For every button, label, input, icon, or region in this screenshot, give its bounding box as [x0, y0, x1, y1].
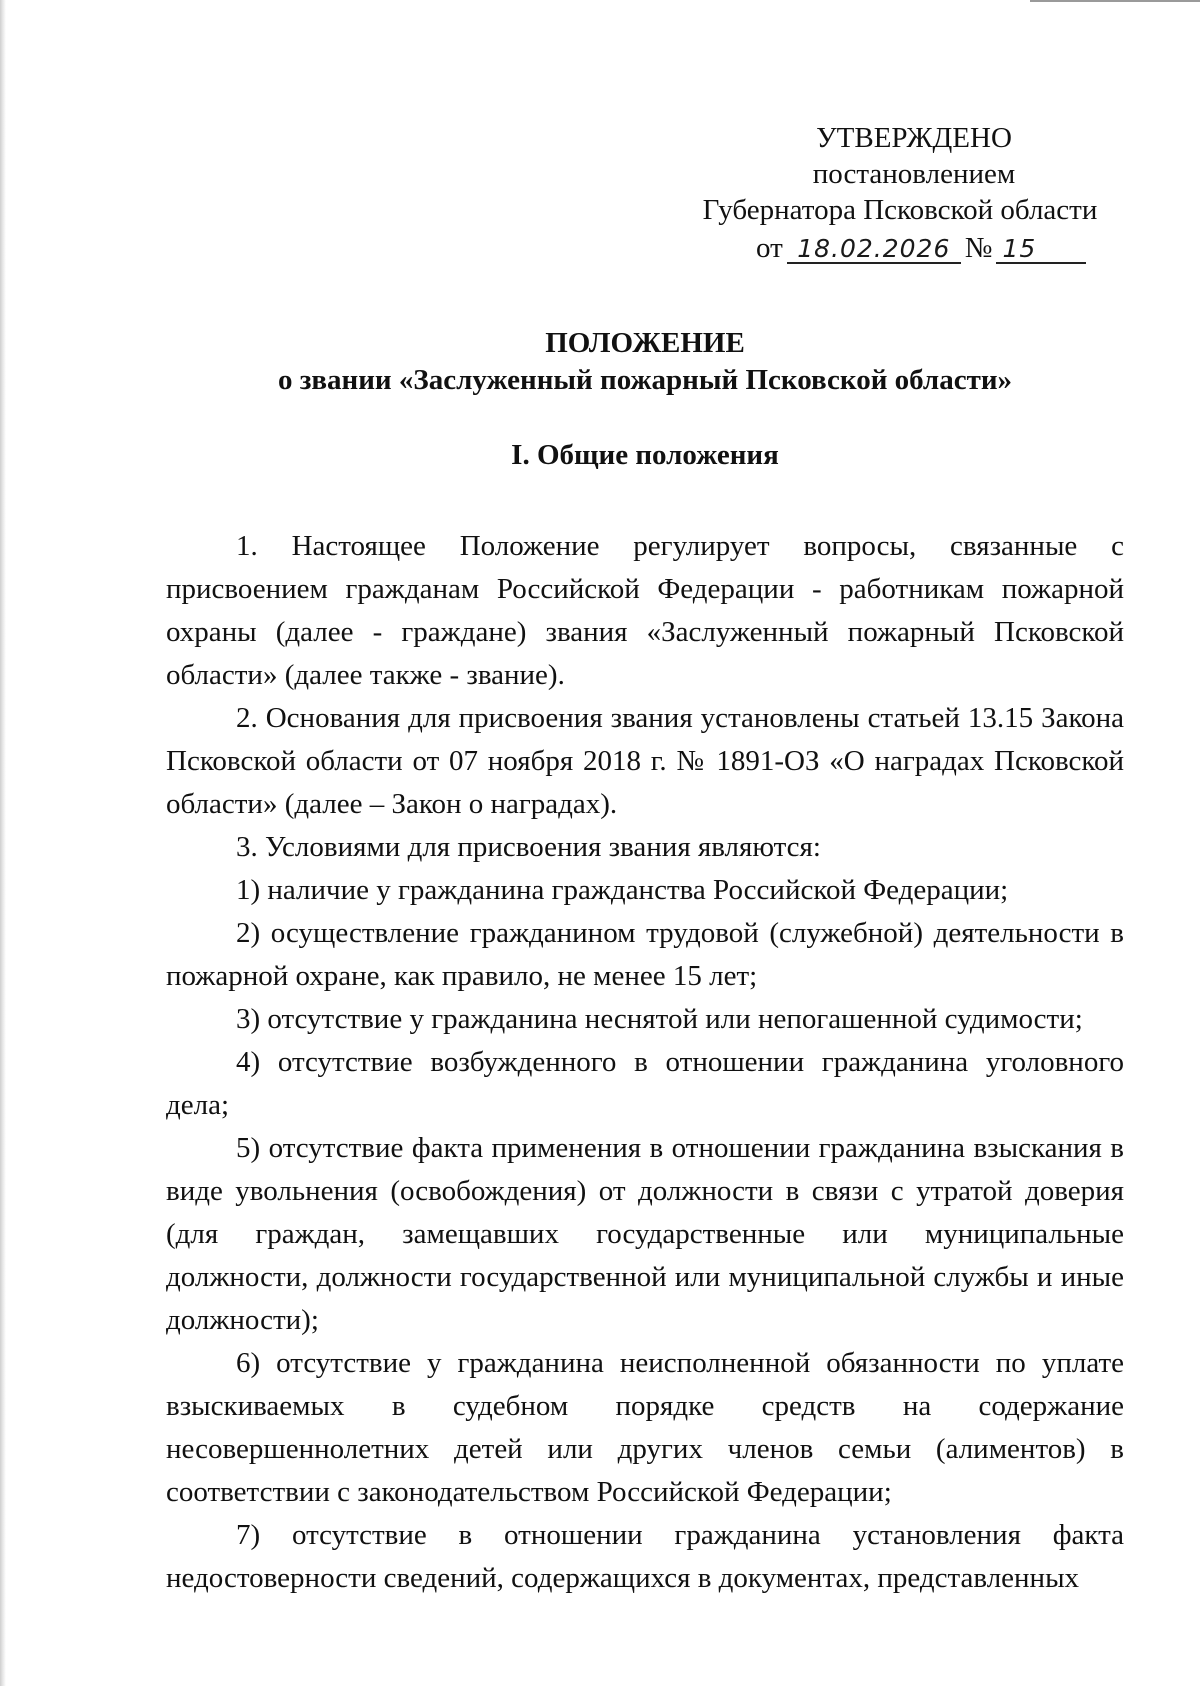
scan-edge-left — [0, 0, 6, 1686]
document-subtitle: о звании «Заслуженный пожарный Псковской области» — [277, 364, 1013, 396]
condition-2: 2) осуществление гражданином трудовой (служебной) деятельности в пожарной охране, как правило, не менее 15 лет; — [166, 917, 1124, 992]
document-body — [166, 525, 1124, 1600]
section-heading: I. Общие положения — [511, 439, 779, 471]
condition-4: 4) отсутствие возбужденного в отношении гражданина уголовного дела; — [166, 1046, 1124, 1121]
approval-line-governor: Губернатора Псковской области — [702, 194, 1098, 226]
condition-7: 7) отсутствие в отношении гражданина установления факта недостоверности сведений, содержащихся в документах, представленных — [166, 1519, 1124, 1594]
approval-line-resolution: постановлением — [812, 158, 1016, 190]
handwritten-date: 18.02.2026 — [787, 236, 961, 264]
date-prefix: от — [756, 232, 783, 264]
paragraph-2: 2. Основания для присвоения звания установлены статьей 13.15 Закона Псковской области от 07 ноября 2018 г. № 1891-ОЗ «О наградах Псковской области» (далее – Закон о наградах). — [166, 702, 1124, 820]
document-title: ПОЛОЖЕНИЕ — [545, 327, 745, 359]
condition-1: 1) наличие у гражданина гражданства Российской Федерации; — [236, 874, 1009, 906]
approval-block — [680, 120, 1200, 228]
scan-edge-top — [1030, 0, 1200, 2]
paragraph-1: 1. Настоящее Положение регулирует вопросы, связанные с присвоением гражданам Российской Федерации - работникам пожарной охраны (далее - граждане) звания «Заслуженный пожарный Псковской области» (далее также - звание). — [166, 530, 1124, 691]
number-prefix: № — [964, 232, 993, 264]
approval-date-row — [752, 230, 1086, 266]
condition-6: 6) отсутствие у гражданина неисполненной обязанности по уплате взыскиваемых в судебном порядке средств на содержание несовершеннолетних детей или других членов семьи (алиментов) в соответствии с законодательством Российской Федерации; — [166, 1347, 1124, 1508]
approval-heading: УТВЕРЖДЕНО — [816, 122, 1012, 154]
handwritten-number: 15 — [996, 236, 1086, 264]
paragraph-3: 3. Условиями для присвоения звания являются: — [236, 831, 821, 863]
condition-3: 3) отсутствие у гражданина неснятой или непогашенной судимости; — [236, 1003, 1083, 1035]
condition-5: 5) отсутствие факта применения в отношении гражданина взыскания в виде увольнения (освобождения) от должности в связи с утратой доверия (для граждан, замещавших государственные или муниципальные должности, должности государственной или муниципальной службы и иные должности); — [166, 1132, 1124, 1336]
